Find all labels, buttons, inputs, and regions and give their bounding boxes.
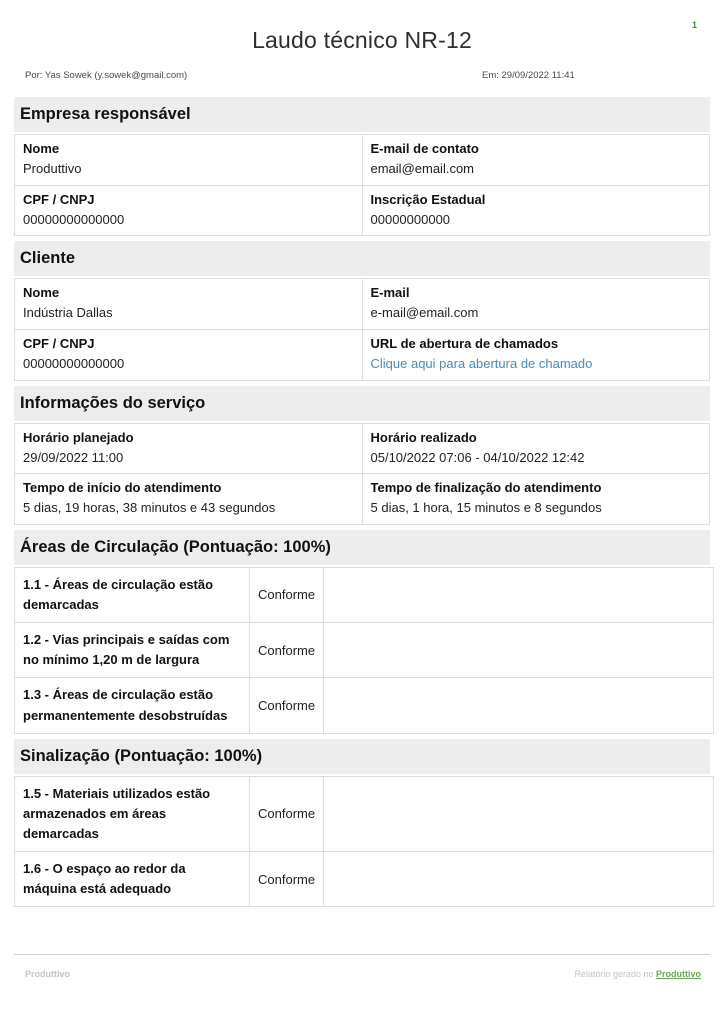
field-value: 00000000000000 [23, 211, 125, 227]
checklist-answer: Conforme [250, 776, 324, 851]
author-line: Por: Yas Sowek (y.sowek@gmail.com) [25, 70, 188, 81]
field-value: 5 dias, 19 horas, 38 minutos e 43 segundos [23, 500, 276, 516]
section-header-servico: Informações do serviço [14, 386, 710, 421]
field-value: 29/09/2022 11:00 [23, 449, 124, 465]
table-row [15, 776, 714, 851]
field-label: Inscrição Estadual [370, 191, 486, 207]
checklist-notes [324, 776, 714, 851]
table-row [15, 678, 714, 733]
table-row [15, 623, 714, 678]
field-tempo-finalizacao [362, 474, 710, 525]
checklist-answer: Conforme [250, 678, 324, 733]
section-header-sinalizacao: Sinalização (Pontuação: 100%) [14, 739, 710, 774]
field-cpf-cnpj-empresa [15, 185, 363, 236]
footer-divider [14, 954, 710, 955]
produttivo-link[interactable]: Produttivo [656, 969, 701, 979]
field-label: Tempo de início do atendimento [23, 480, 222, 496]
checklist-question: 1.5 - Materiais utilizados estão armazenados em áreas demarcadas [15, 776, 250, 851]
field-nome-cliente [15, 279, 363, 330]
field-tempo-inicio [15, 474, 363, 525]
field-label: Nome [23, 285, 60, 301]
checklist-question: 1.2 - Vias principais e saídas com no mínimo 1,20 m de largura [15, 623, 250, 678]
empresa-info-table [14, 134, 710, 236]
checklist-question: 1.6 - O espaço ao redor da máquina está adequado [15, 852, 250, 907]
footer-generated-text [574, 969, 701, 979]
table-row [15, 135, 710, 186]
checklist-answer: Conforme [250, 567, 324, 622]
field-value: 00000000000000 [23, 356, 125, 372]
field-email-cliente [362, 279, 710, 330]
field-value: Indústria Dallas [23, 305, 113, 321]
field-label: E-mail [370, 285, 410, 301]
page-title: Laudo técnico NR-12 [252, 27, 472, 53]
field-horario-realizado [362, 423, 710, 474]
checklist-notes [324, 567, 714, 622]
field-value: 05/10/2022 07:06 - 04/10/2022 12:42 [370, 449, 585, 465]
section-header-areas-circulacao: Áreas de Circulação (Pontuação: 100%) [14, 530, 710, 565]
checklist-question: 1.3 - Áreas de circulação estão permanentemente desobstruídas [15, 678, 250, 733]
footer-brand: Produttivo [25, 969, 70, 979]
field-value: 00000000000 [370, 211, 451, 227]
field-url-chamados [362, 329, 710, 380]
open-ticket-link[interactable]: Clique aqui para abertura de chamado [370, 356, 593, 372]
field-value: Produttivo [23, 161, 82, 177]
field-email-contato [362, 135, 710, 186]
checklist-notes [324, 678, 714, 733]
field-value: 5 dias, 1 hora, 15 minutos e 8 segundos [370, 500, 602, 516]
page-number: 1 [691, 20, 697, 30]
sinalizacao-table [14, 776, 714, 908]
field-value: e-mail@email.com [370, 305, 479, 321]
field-horario-planejado [15, 423, 363, 474]
field-nome-empresa [15, 135, 363, 186]
field-label: CPF / CNPJ [23, 191, 95, 207]
field-label: Tempo de finalização do atendimento [370, 480, 602, 496]
table-row [15, 567, 714, 622]
checklist-notes [324, 852, 714, 907]
date-line: Em: 29/09/2022 11:41 [482, 70, 575, 81]
field-label: Nome [23, 141, 60, 156]
field-label: E-mail de contato [370, 141, 479, 156]
checklist-answer: Conforme [250, 852, 324, 907]
checklist-notes [324, 623, 714, 678]
field-label: Horário realizado [370, 429, 477, 445]
table-row [15, 279, 710, 330]
table-row [15, 423, 710, 474]
areas-circulacao-table [14, 567, 714, 734]
checklist-answer: Conforme [250, 623, 324, 678]
field-label: Horário planejado [23, 429, 134, 445]
field-inscricao-estadual [362, 185, 710, 236]
byline [0, 70, 724, 83]
field-cpf-cnpj-cliente [15, 329, 363, 380]
checklist-question: 1.1 - Áreas de circulação estão demarcadas [15, 567, 250, 622]
servico-info-table [14, 423, 710, 525]
document-body [14, 97, 710, 907]
table-row [15, 852, 714, 907]
section-header-empresa: Empresa responsável [14, 97, 710, 132]
table-row [15, 329, 710, 380]
section-header-cliente: Cliente [14, 241, 710, 276]
field-label: URL de abertura de chamados [370, 335, 559, 351]
cliente-info-table [14, 278, 710, 380]
footer [25, 969, 701, 979]
footer-generated-prefix: Relatório gerado no [574, 969, 656, 979]
table-row [15, 185, 710, 236]
field-label: CPF / CNPJ [23, 335, 95, 351]
table-row [15, 474, 710, 525]
field-value: email@email.com [370, 161, 474, 177]
